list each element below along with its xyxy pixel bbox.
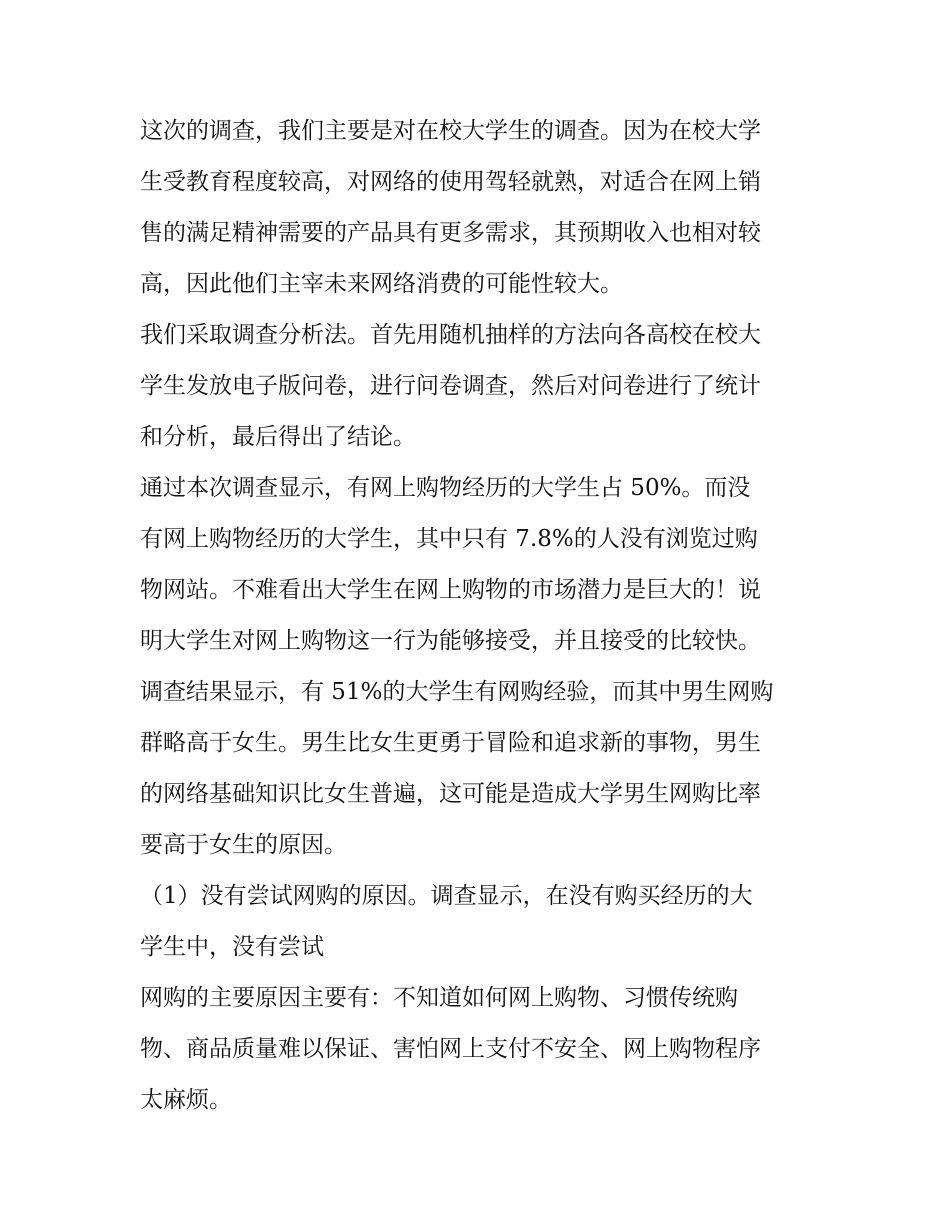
text-line: 物网站。不难看出大学生在网上购物的市场潜力是巨大的！说: [140, 577, 761, 603]
text-line: 要高于女生的原因。: [140, 832, 347, 858]
text-line: 售的满足精神需要的产品具有更多需求，其预期收入也相对较: [140, 220, 761, 246]
document-body: [140, 106, 820, 1126]
text-line: 学生发放电子版问卷，进行问卷调查，然后对问卷进行了统计: [140, 373, 761, 399]
text-line: 调查结果显示，有 51%的大学生有网购经验，而其中男生网购: [140, 679, 774, 705]
text-line: 群略高于女生。男生比女生更勇于冒险和追求新的事物，男生: [140, 730, 761, 756]
text-line: 的网络基础知识比女生普遍，这可能是造成大学男生网购比率: [140, 781, 761, 807]
text-line: 有网上购物经历的大学生，其中只有 7.8%的人没有浏览过购: [140, 526, 758, 552]
text-line: 高，因此他们主宰未来网络消费的可能性较大。: [140, 271, 623, 297]
text-line: 物、商品质量难以保证、害怕网上支付不安全、网上购物程序: [140, 1036, 761, 1062]
text-line: 和分析，最后得出了结论。: [140, 424, 416, 450]
text-line: 太麻烦。: [140, 1087, 232, 1113]
text-line: 生受教育程度较高，对网络的使用驾轻就熟，对适合在网上销: [140, 169, 761, 195]
text-line: 学生中，没有尝试: [140, 934, 324, 960]
text-line: 我们采取调查分析法。首先用随机抽样的方法向各高校在校大: [140, 322, 761, 348]
text-line: 网购的主要原因主要有：不知道如何网上购物、习惯传统购: [140, 985, 738, 1011]
text-line: 明大学生对网上购物这一行为能够接受，并且接受的比较快。: [140, 628, 761, 654]
text-line: 通过本次调查显示，有网上购物经历的大学生占 50%。而没: [140, 475, 751, 501]
text-line: （1）没有尝试网购的原因。调查显示，在没有购买经历的大: [140, 883, 753, 909]
text-line: 这次的调查，我们主要是对在校大学生的调查。因为在校大学: [140, 118, 761, 144]
